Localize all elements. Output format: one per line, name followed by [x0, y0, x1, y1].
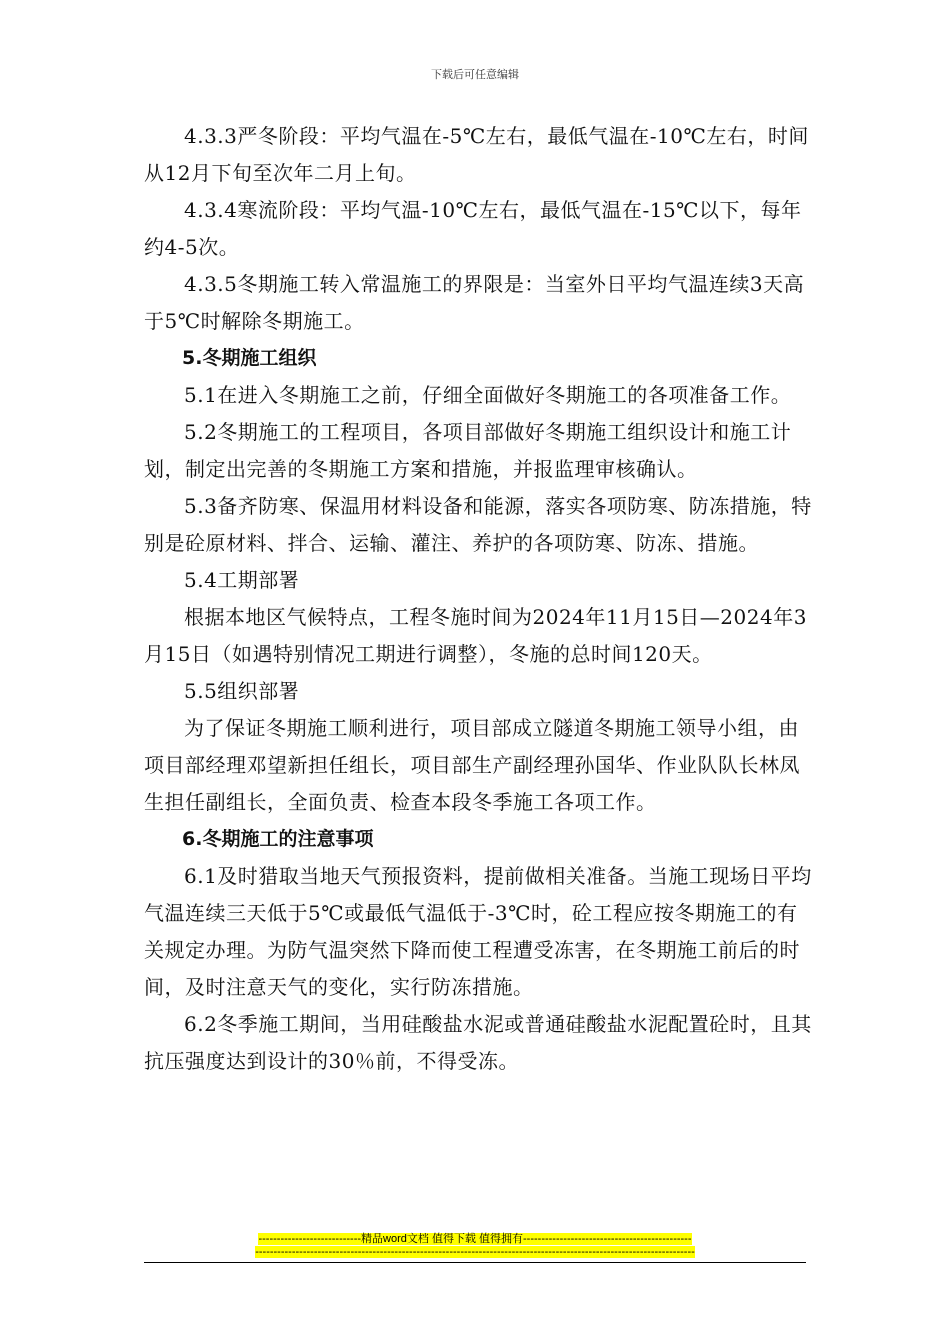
- paragraph: 4.3.3严冬阶段：平均气温在-5℃左右，最低气温在-10℃左右，时间从12月下旬至次年二月上旬。: [144, 124, 809, 185]
- paragraph: 5.1在进入冬期施工之前，仔细全面做好冬期施工的各项准备工作。: [184, 383, 792, 407]
- paragraph: 5.2冬期施工的工程项目，各项目部做好冬期施工组织设计和施工计划，制定出完善的冬期施工方案和措施，并报监理审核确认。: [144, 420, 792, 481]
- page-header: 下载后可任意编辑: [431, 68, 519, 81]
- footer-banner: [0, 1230, 950, 1246]
- footer-dashes-text: ------------------------------------------------------------------------------------------------------------------------: [255, 1246, 695, 1258]
- paragraph: 5.3备齐防寒、保温用材料设备和能源，落实各项防寒、防冻措施，特别是砼原材料、拌合、运输、灌注、养护的各项防寒、防冻、措施。: [144, 494, 812, 555]
- paragraph: 5.5组织部署: [184, 679, 300, 703]
- footer-banner-text: ----------------------------精品word文档 值得下载 值得拥有----------------------------------------------: [258, 1233, 692, 1245]
- paragraph: 4.3.4寒流阶段：平均气温-10℃左右，最低气温在-15℃以下，每年约4-5次。: [144, 198, 802, 259]
- paragraph: 5.4工期部署: [184, 568, 300, 592]
- footer-banner-dashes: [0, 1246, 950, 1258]
- paragraph: 为了保证冬期施工顺利进行，项目部成立隧道冬期施工领导小组，由项目部经理邓望新担任组长，项目部生产副经理孙国华、作业队队长林凤生担任副组长，全面负责、检查本段冬季施工各项工作。: [144, 716, 800, 814]
- paragraph: 根据本地区气候特点，工程冬施时间为2024年11月15日—2024年3月15日（如遇特别情况工期进行调整），冬施的总时间120天。: [144, 605, 807, 666]
- section-heading: 6.冬期施工的注意事项: [182, 828, 374, 850]
- paragraph: 4.3.5冬期施工转入常温施工的界限是：当室外日平均气温连续3天高于5℃时解除冬期施工。: [144, 272, 805, 333]
- paragraph: 6.1及时猎取当地天气预报资料，提前做相关准备。当施工现场日平均气温连续三天低于5℃或最低气温低于-3℃时，砼工程应按冬期施工的有关规定办理。为防气温突然下降而使工程遭受冻害，在冬期施工前后的时间，及时注意天气的变化，实行防冻措施。: [144, 864, 812, 999]
- footer-rule: [144, 1262, 806, 1263]
- paragraph: 6.2冬季施工期间，当用硅酸盐水泥或普通硅酸盐水泥配置砼时，且其抗压强度达到设计的30％前，不得受冻。: [144, 1012, 812, 1073]
- document-body: [144, 118, 812, 1080]
- section-heading: 5.冬期施工组织: [182, 347, 317, 369]
